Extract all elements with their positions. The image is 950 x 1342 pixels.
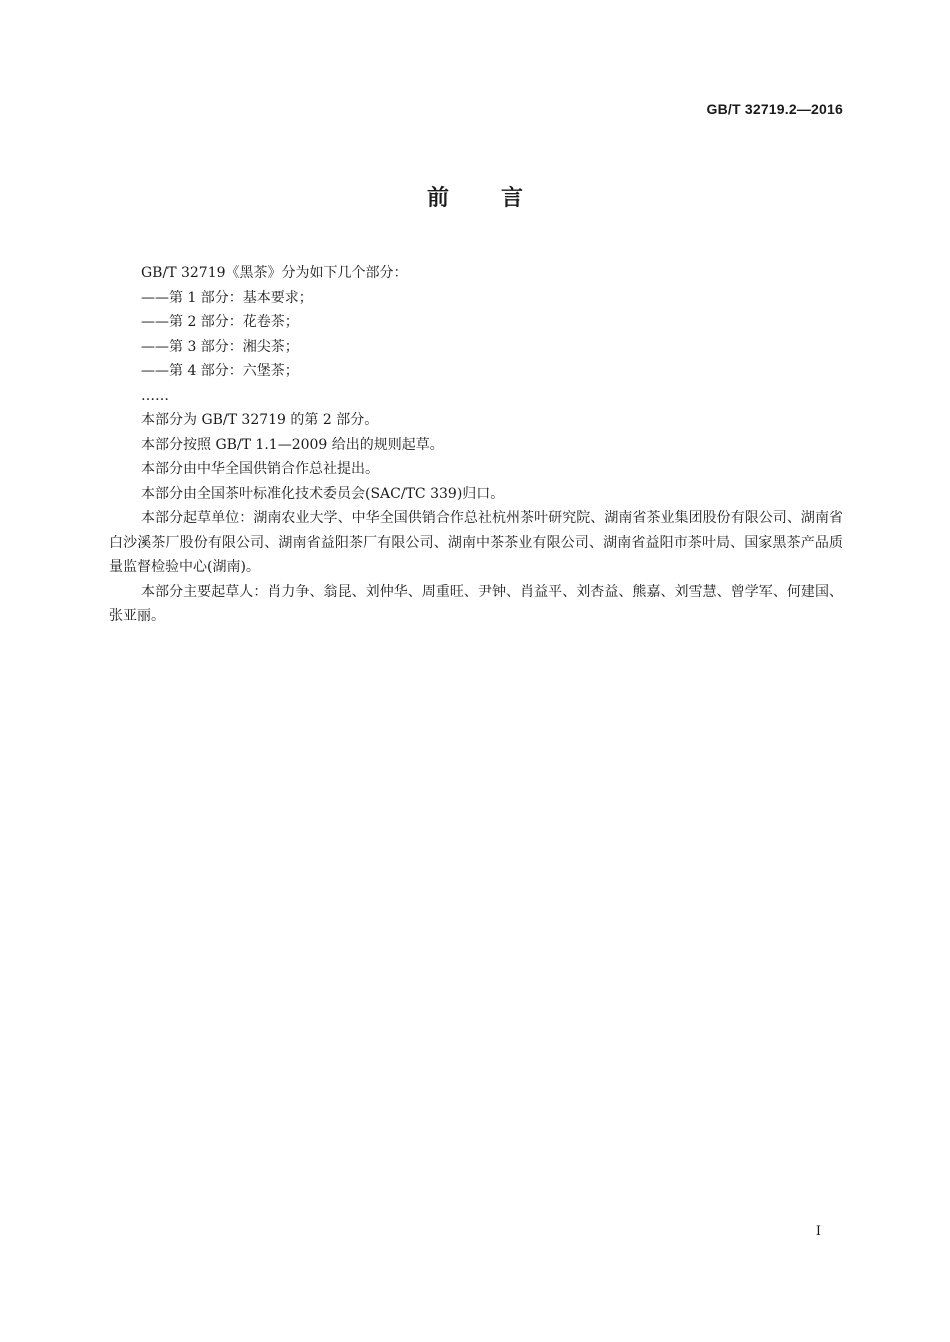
standard-code: GB/T 32719.2—2016 bbox=[706, 101, 843, 117]
drafting-units-paragraph: 本部分起草单位：湖南农业大学、中华全国供销合作总社杭州茶叶研究院、湖南省茶业集团股份有限公司、湖南省白沙溪茶厂股份有限公司、湖南省益阳茶厂有限公司、湖南中茶茶业有限公司、湖南省益阳市茶叶局、国家黑茶产品质量监督检验中心(湖南)。 bbox=[109, 510, 843, 575]
part-number-paragraph: 本部分为 GB/T 32719 的第 2 部分。 bbox=[141, 412, 379, 428]
part-list-ellipsis: …… bbox=[141, 387, 169, 404]
page-number: I bbox=[815, 1224, 821, 1239]
proposer-paragraph: 本部分由中华全国供销合作总社提出。 bbox=[141, 461, 379, 477]
part-list-item: ——第 2 部分：花卷茶； bbox=[141, 314, 299, 330]
part-list-item: ——第 3 部分：湘尖茶； bbox=[141, 338, 299, 355]
technical-committee-paragraph: 本部分由全国茶叶标准化技术委员会(SAC/TC 339)归口。 bbox=[141, 485, 505, 502]
page-title: 前言 bbox=[426, 186, 575, 211]
part-list-item: ——第 4 部分：六堡茶； bbox=[141, 363, 299, 379]
part-list-item: ——第 1 部分：基本要求； bbox=[141, 289, 313, 306]
parts-intro-paragraph: GB/T 32719《黑茶》分为如下几个部分： bbox=[141, 265, 408, 281]
main-drafters-paragraph: 本部分主要起草人：肖力争、翁昆、刘仲华、周重旺、尹钟、肖益平、刘杏益、熊嘉、刘雪慧、曾学军、何建国、张亚丽。 bbox=[109, 583, 843, 624]
document-body bbox=[109, 261, 843, 629]
drafting-rules-paragraph: 本部分按照 GB/T 1.1—2009 给出的规则起草。 bbox=[141, 436, 444, 453]
